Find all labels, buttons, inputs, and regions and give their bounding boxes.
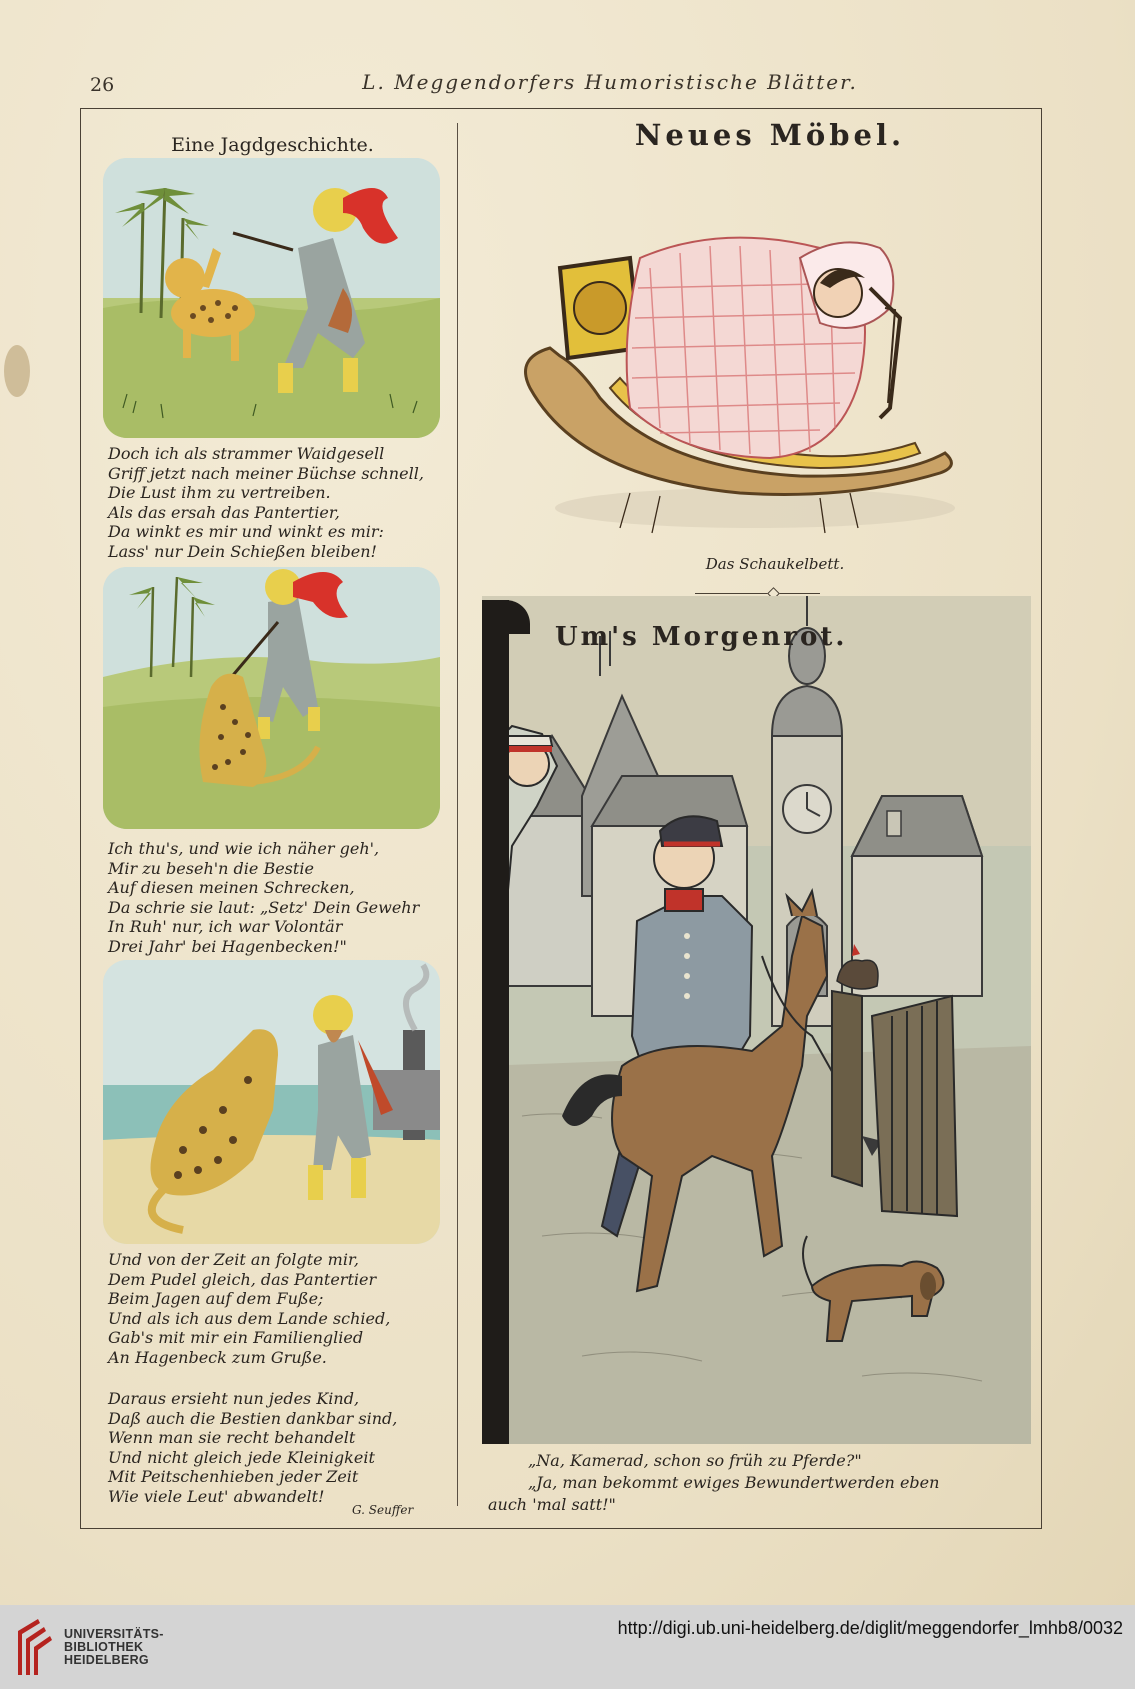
illustration-morgenrot xyxy=(482,596,1031,1444)
ornament-line xyxy=(695,593,820,594)
running-title: L. Meggendorfers Humoristische Blätter. xyxy=(362,70,858,94)
logo-line-2: BIBLIOTHEK xyxy=(64,1640,144,1654)
dialog-line-1: „Na, Kamerad, schon so früh zu Pferde?" xyxy=(528,1451,862,1470)
cartoon-title-morgenrot: Um's Morgenrot. xyxy=(555,622,848,652)
permalink-url[interactable]: http://digi.ub.uni-heidelberg.de/diglit/meggendorfer_lmhb8/0032 xyxy=(617,1618,1123,1638)
page-number: 26 xyxy=(90,74,115,96)
logo-line-1: UNIVERSITÄTS- xyxy=(64,1627,164,1641)
stanza-4: Daraus ersieht nun jedes Kind, Daß auch die Bestien dankbar sind, Wenn man sie recht behandelt Und nicht gleich jede Kleinigkeit Mit Peitschenhieben jeder Zeit Wie viele Leut' abwandelt! xyxy=(108,1389,398,1506)
library-name[interactable] xyxy=(64,1628,164,1667)
paper-stain xyxy=(4,345,30,397)
column-divider xyxy=(457,123,458,1506)
library-logo-icon[interactable] xyxy=(16,1617,54,1677)
illustration-panther-with-hunter xyxy=(103,960,440,1244)
illustration-hunter-aiming xyxy=(103,158,440,438)
story-title: Eine Jagdgeschichte. xyxy=(171,134,374,156)
black-frame-bar xyxy=(482,600,509,1444)
logo-line-3: HEIDELBERG xyxy=(64,1653,149,1667)
stanza-1: Doch ich als strammer Waidgesell Griff jetzt nach meiner Büchse schnell, Die Lust ihm zu vertreiben. Als das ersah das Pantertier, Da winkt es mir und winkt es mir: Lass' nur Dein Schießen bleiben! xyxy=(108,444,424,561)
cartoon-title-neues-moebel: Neues Möbel. xyxy=(634,118,906,152)
dialog-line-2: „Ja, man bekommt ewiges Bewundertwerden eben xyxy=(528,1473,940,1492)
author-signature: G. Seuffer xyxy=(352,1503,414,1517)
illustration-rocking-bed xyxy=(520,228,990,558)
illustration-panther-waving xyxy=(103,567,440,829)
stanza-3: Und von der Zeit an folgte mir, Dem Pudel gleich, das Pantertier Beim Jagen auf dem Fuße; Und als ich aus dem Lande schied, Gab's mit mir ein Familienglied An Hagenbeck zum Gruße. xyxy=(108,1250,391,1367)
stanza-2: Ich thu's, und wie ich näher geh', Mir zu beseh'n die Bestie Auf diesen meinen Schrecken, Da schrie sie laut: „Setz' Dein Gewehr In Ruh' nur, ich war Volontär Drei Jahr' bei Hagenbecken!" xyxy=(108,839,420,956)
dialog-line-3: auch 'mal satt!" xyxy=(488,1495,616,1514)
caption-schaukelbett: Das Schaukelbett. xyxy=(705,555,845,573)
